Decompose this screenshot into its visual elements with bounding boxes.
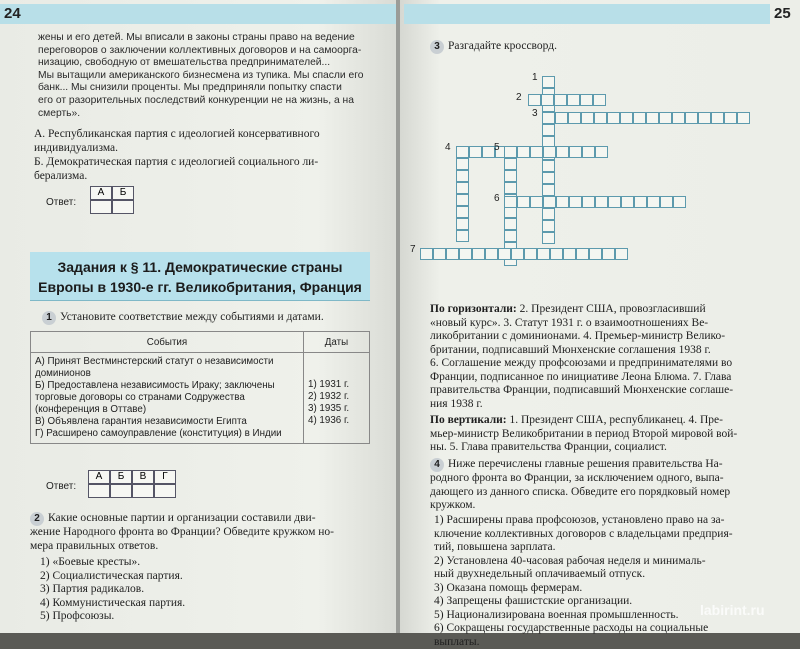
crossword-cell[interactable] (456, 194, 469, 206)
crossword-cell[interactable] (456, 230, 469, 242)
clue-line: Франции, подписанное по инициативе Леона Блюма. 7. Глава (430, 371, 790, 385)
crossword-cell[interactable] (646, 112, 659, 124)
crossword-cell[interactable] (542, 208, 555, 220)
crossword-cell[interactable] (582, 146, 595, 158)
clue-line: мьер-министр Великобритании в период Второй мировой вой- (430, 428, 790, 442)
crossword-cell[interactable] (685, 112, 698, 124)
crossword-cell[interactable] (673, 196, 686, 208)
quote-text (38, 32, 368, 120)
col-header-events: События (31, 332, 304, 353)
clue-line: ния 1938 г. (430, 398, 790, 412)
page-header-bar (404, 4, 770, 24)
crossword-number: 7 (410, 244, 416, 255)
answer-cell-header: Г (154, 470, 176, 484)
crossword-cell[interactable] (504, 218, 517, 230)
crossword-cell[interactable] (530, 196, 543, 208)
task-number: 4 (430, 458, 444, 472)
option-item: 3) Партия радикалов. (40, 583, 185, 597)
quote-line: его от разорительных последствий конкуренции не на жизнь, а на (38, 95, 368, 108)
crossword-cell[interactable] (569, 196, 582, 208)
crossword-cell[interactable] (537, 248, 550, 260)
task-3 (430, 40, 557, 54)
task-text: мера правильных ответов. (30, 540, 375, 554)
answer-cell[interactable] (132, 484, 154, 498)
crossword-cell[interactable] (517, 196, 530, 208)
answer-cell-header: В (132, 470, 154, 484)
crossword-cell[interactable] (456, 206, 469, 218)
left-page (0, 0, 398, 633)
crossword-cell[interactable] (541, 94, 554, 106)
crossword-number: 4 (445, 142, 451, 153)
crossword-cell[interactable] (593, 94, 606, 106)
crossword-cell[interactable] (589, 248, 602, 260)
option-item: 3) Оказана помощь фермерам. (434, 582, 790, 596)
option-item: 6) Сокращены государственные расходы на социальные (434, 622, 790, 636)
watermark: labirint.ru (700, 602, 765, 618)
crossword-number: 1 (532, 72, 538, 83)
page-number: 25 (774, 5, 791, 22)
crossword-number: 6 (494, 193, 500, 204)
crossword-cell[interactable] (554, 94, 567, 106)
crossword-cell[interactable] (542, 76, 555, 88)
option-b: Б. Демократическая партия с идеологией социального ли- (34, 155, 384, 169)
crossword-cell[interactable] (472, 248, 485, 260)
quote-line: банк... Мы снизили проценты. Мы предприняли попытку спасти (38, 82, 368, 95)
page-header-bar (0, 4, 396, 24)
crossword-cell[interactable] (469, 146, 482, 158)
crossword-cell[interactable] (555, 112, 568, 124)
task-text: кружком. (430, 499, 790, 513)
option-item: 1) «Боевые кресты». (40, 556, 185, 570)
option-item: 4) Запрещены фашистские организации. (434, 595, 790, 609)
crossword-cell[interactable] (542, 220, 555, 232)
crossword-cell[interactable] (633, 112, 646, 124)
quote-line: жены и его детей. Мы вписали в законы страны право на ведение (38, 32, 368, 45)
crossword-cell[interactable] (608, 196, 621, 208)
crossword-cell[interactable] (517, 146, 530, 158)
crossword-cell[interactable] (737, 112, 750, 124)
crossword-cell[interactable] (724, 112, 737, 124)
quote-line: Мы вытащили американского бизнесмена из тупика. Мы спасли его (38, 70, 368, 83)
events-dates-table (30, 331, 370, 444)
crossword-cell[interactable] (456, 146, 469, 158)
answer-label: Ответ: (46, 196, 76, 210)
crossword-cell[interactable] (456, 170, 469, 182)
task-text: Установите соответствие между событиями и датами. (60, 311, 324, 323)
crossword-cell[interactable] (576, 248, 589, 260)
crossword-cell[interactable] (459, 248, 472, 260)
event-item: Б) Предоставлена независимость Ираку; заключены торговые договоры со странами Содружества (конференция в Оттаве) (35, 380, 299, 416)
crossword-cell[interactable] (542, 172, 555, 184)
option-item: 4) Коммунистическая партия. (40, 597, 185, 611)
answer-options (34, 127, 384, 183)
answer-cell[interactable] (88, 484, 110, 498)
crossword-cell[interactable] (504, 158, 517, 170)
crossword-cell[interactable] (456, 182, 469, 194)
crossword-cell[interactable] (542, 124, 555, 136)
crossword-cell[interactable] (660, 196, 673, 208)
answer-cell-header: А (90, 186, 112, 200)
crossword-cell[interactable] (530, 146, 543, 158)
crossword-cell[interactable] (621, 196, 634, 208)
date-item: 2) 1932 г. (308, 391, 365, 403)
clue-line: 6. Соглашение между профсоюзами и предпринимателями во (430, 357, 790, 371)
task-text: Разгадайте кроссворд. (448, 40, 557, 52)
crossword-cell[interactable] (556, 196, 569, 208)
task-text: дающего из данного списка. Обведите его порядковый номер (430, 486, 790, 500)
answer-cell[interactable] (112, 200, 134, 214)
clue-line: ликобритании с доминионами. 4. Премьер-министр Велико- (430, 330, 790, 344)
quote-line: низацию, свободную от вмешательства предпринимателей... (38, 57, 368, 70)
date-item: 1) 1931 г. (308, 379, 365, 391)
crossword-cell[interactable] (581, 112, 594, 124)
crossword-cell[interactable] (504, 182, 517, 194)
crossword-cell[interactable] (542, 232, 555, 244)
answer-grid-2 (88, 470, 176, 498)
crossword-cell[interactable] (456, 158, 469, 170)
crossword-cell[interactable] (556, 146, 569, 158)
dates-cell (304, 353, 370, 444)
crossword-cell[interactable] (542, 184, 555, 196)
answer-cell-header: А (88, 470, 110, 484)
crossword-cell[interactable] (563, 248, 576, 260)
crossword-cell[interactable] (580, 94, 593, 106)
crossword-cell[interactable] (498, 248, 511, 260)
option-a: А. Республиканская партия с идеологией консервативного (34, 127, 384, 141)
col-header-dates: Даты (304, 332, 370, 353)
crossword-cell[interactable] (524, 248, 537, 260)
crossword-cell[interactable] (568, 112, 581, 124)
crossword-cell[interactable] (594, 112, 607, 124)
option-item: 5) Профсоюзы. (40, 610, 185, 624)
crossword-cell[interactable] (550, 248, 563, 260)
task-text: Ниже перечислены главные решения правительства На- (448, 458, 723, 470)
horizontal-clues (430, 303, 790, 411)
crossword-number: 3 (532, 108, 538, 119)
crossword-cell[interactable] (634, 196, 647, 208)
task-number: 2 (30, 512, 44, 526)
crossword-cell[interactable] (504, 170, 517, 182)
crossword-cell[interactable] (567, 94, 580, 106)
date-item: 4) 1936 г. (308, 415, 365, 427)
task-text: Какие основные партии и организации составили дви- (48, 512, 316, 524)
clue-line: 2. Президент США, провозгласивший (520, 303, 706, 315)
option-item: 5) Национализирована военная промышленность. (434, 609, 790, 623)
answer-cell[interactable] (110, 484, 132, 498)
task-4 (430, 458, 790, 513)
option-a-cont: индивидуализма. (34, 141, 384, 155)
vertical-clues (430, 414, 790, 455)
crossword-cell[interactable] (602, 248, 615, 260)
crossword-cell[interactable] (456, 218, 469, 230)
date-item: 3) 1935 г. (308, 403, 365, 415)
option-item: ключение коллективных договоров с владельцами предприя- (434, 528, 790, 542)
crossword-cell[interactable] (647, 196, 660, 208)
right-page (400, 0, 800, 633)
section-heading (30, 252, 370, 301)
option-b-cont: берализма. (34, 169, 384, 183)
crossword-cell[interactable] (607, 112, 620, 124)
crossword-cell[interactable] (528, 94, 541, 106)
option-item: тий, повышена зарплата. (434, 541, 790, 555)
crossword-number: 5 (494, 142, 500, 153)
quote-line: переговоров о заключении коллективных договоров и на самоорга- (38, 45, 368, 58)
crossword-cell[interactable] (698, 112, 711, 124)
clue-label: По горизонтали: (430, 303, 517, 315)
task-number: 1 (42, 311, 56, 325)
option-item: выплаты. (434, 636, 790, 649)
option-item: ный двухнедельный оплачиваемый отпуск. (434, 568, 790, 582)
option-item: 2) Социалистическая партия. (40, 570, 185, 584)
crossword-cell[interactable] (542, 160, 555, 172)
crossword-cell[interactable] (433, 248, 446, 260)
crossword-cell[interactable] (485, 248, 498, 260)
clue-line: 1. Президент США, республиканец. 4. Пре- (510, 414, 723, 426)
crossword-cell[interactable] (672, 112, 685, 124)
heading-line: Европы в 1930-е гг. Великобритания, Франция (30, 277, 370, 297)
clue-line: британии, подписавший Мюнхенские соглашения 1938 г. (430, 344, 790, 358)
crossword-cell[interactable] (542, 112, 555, 124)
page-number: 24 (4, 5, 21, 22)
task-number: 3 (430, 40, 444, 54)
crossword-cell[interactable] (620, 112, 633, 124)
crossword-cell[interactable] (504, 196, 517, 208)
crossword-cell[interactable] (659, 112, 672, 124)
answer-label: Ответ: (46, 480, 76, 494)
task-2 (30, 512, 375, 553)
option-item: 1) Расширены права профсоюзов, установлено право на за- (434, 514, 790, 528)
heading-line: Задания к § 11. Демократические страны (30, 257, 370, 277)
crossword-cell[interactable] (595, 146, 608, 158)
crossword-cell[interactable] (420, 248, 433, 260)
event-item: В) Объявлена гарантия независимости Египта (35, 416, 299, 428)
crossword-cell[interactable] (511, 248, 524, 260)
event-item: Г) Расширено самоуправление (конституция) в Индии (35, 428, 299, 440)
events-cell (31, 353, 304, 444)
crossword-cell[interactable] (615, 248, 628, 260)
clue-line: правительства Франции, подписавший Мюнхенские соглаше- (430, 384, 790, 398)
crossword-cell[interactable] (711, 112, 724, 124)
answer-cell-header: Б (112, 186, 134, 200)
task-text: жение Народного фронта во Франции? Обведите кружком но- (30, 526, 375, 540)
crossword-cell[interactable] (543, 146, 556, 158)
crossword-cell[interactable] (595, 196, 608, 208)
answer-cell[interactable] (90, 200, 112, 214)
option-item: 2) Установлена 40-часовая рабочая неделя и минималь- (434, 555, 790, 569)
crossword-cell[interactable] (504, 230, 517, 242)
answer-cell[interactable] (154, 484, 176, 498)
crossword-cell[interactable] (446, 248, 459, 260)
quote-line: смерть». (38, 108, 368, 121)
crossword-number: 2 (516, 92, 522, 103)
task-4-options (434, 514, 790, 649)
crossword-cell[interactable] (504, 146, 517, 158)
clue-line: «новый курс». 3. Статут 1931 г. о взаимоотношениях Ве- (430, 317, 790, 331)
crossword-cell[interactable] (543, 196, 556, 208)
crossword-cell[interactable] (582, 196, 595, 208)
task-2-options (40, 556, 185, 624)
crossword-cell[interactable] (569, 146, 582, 158)
event-item: А) Принят Вестминстерский статут о независимости доминионов (35, 356, 299, 380)
answer-grid-1 (90, 186, 134, 214)
task-text: родного фронта во Франции, за исключением одного, выпа- (430, 472, 790, 486)
clue-label: По вертикали: (430, 414, 507, 426)
task-1 (42, 311, 324, 325)
clue-line: ны. 5. Глава правительства Франции, социалист. (430, 441, 790, 455)
answer-cell-header: Б (110, 470, 132, 484)
